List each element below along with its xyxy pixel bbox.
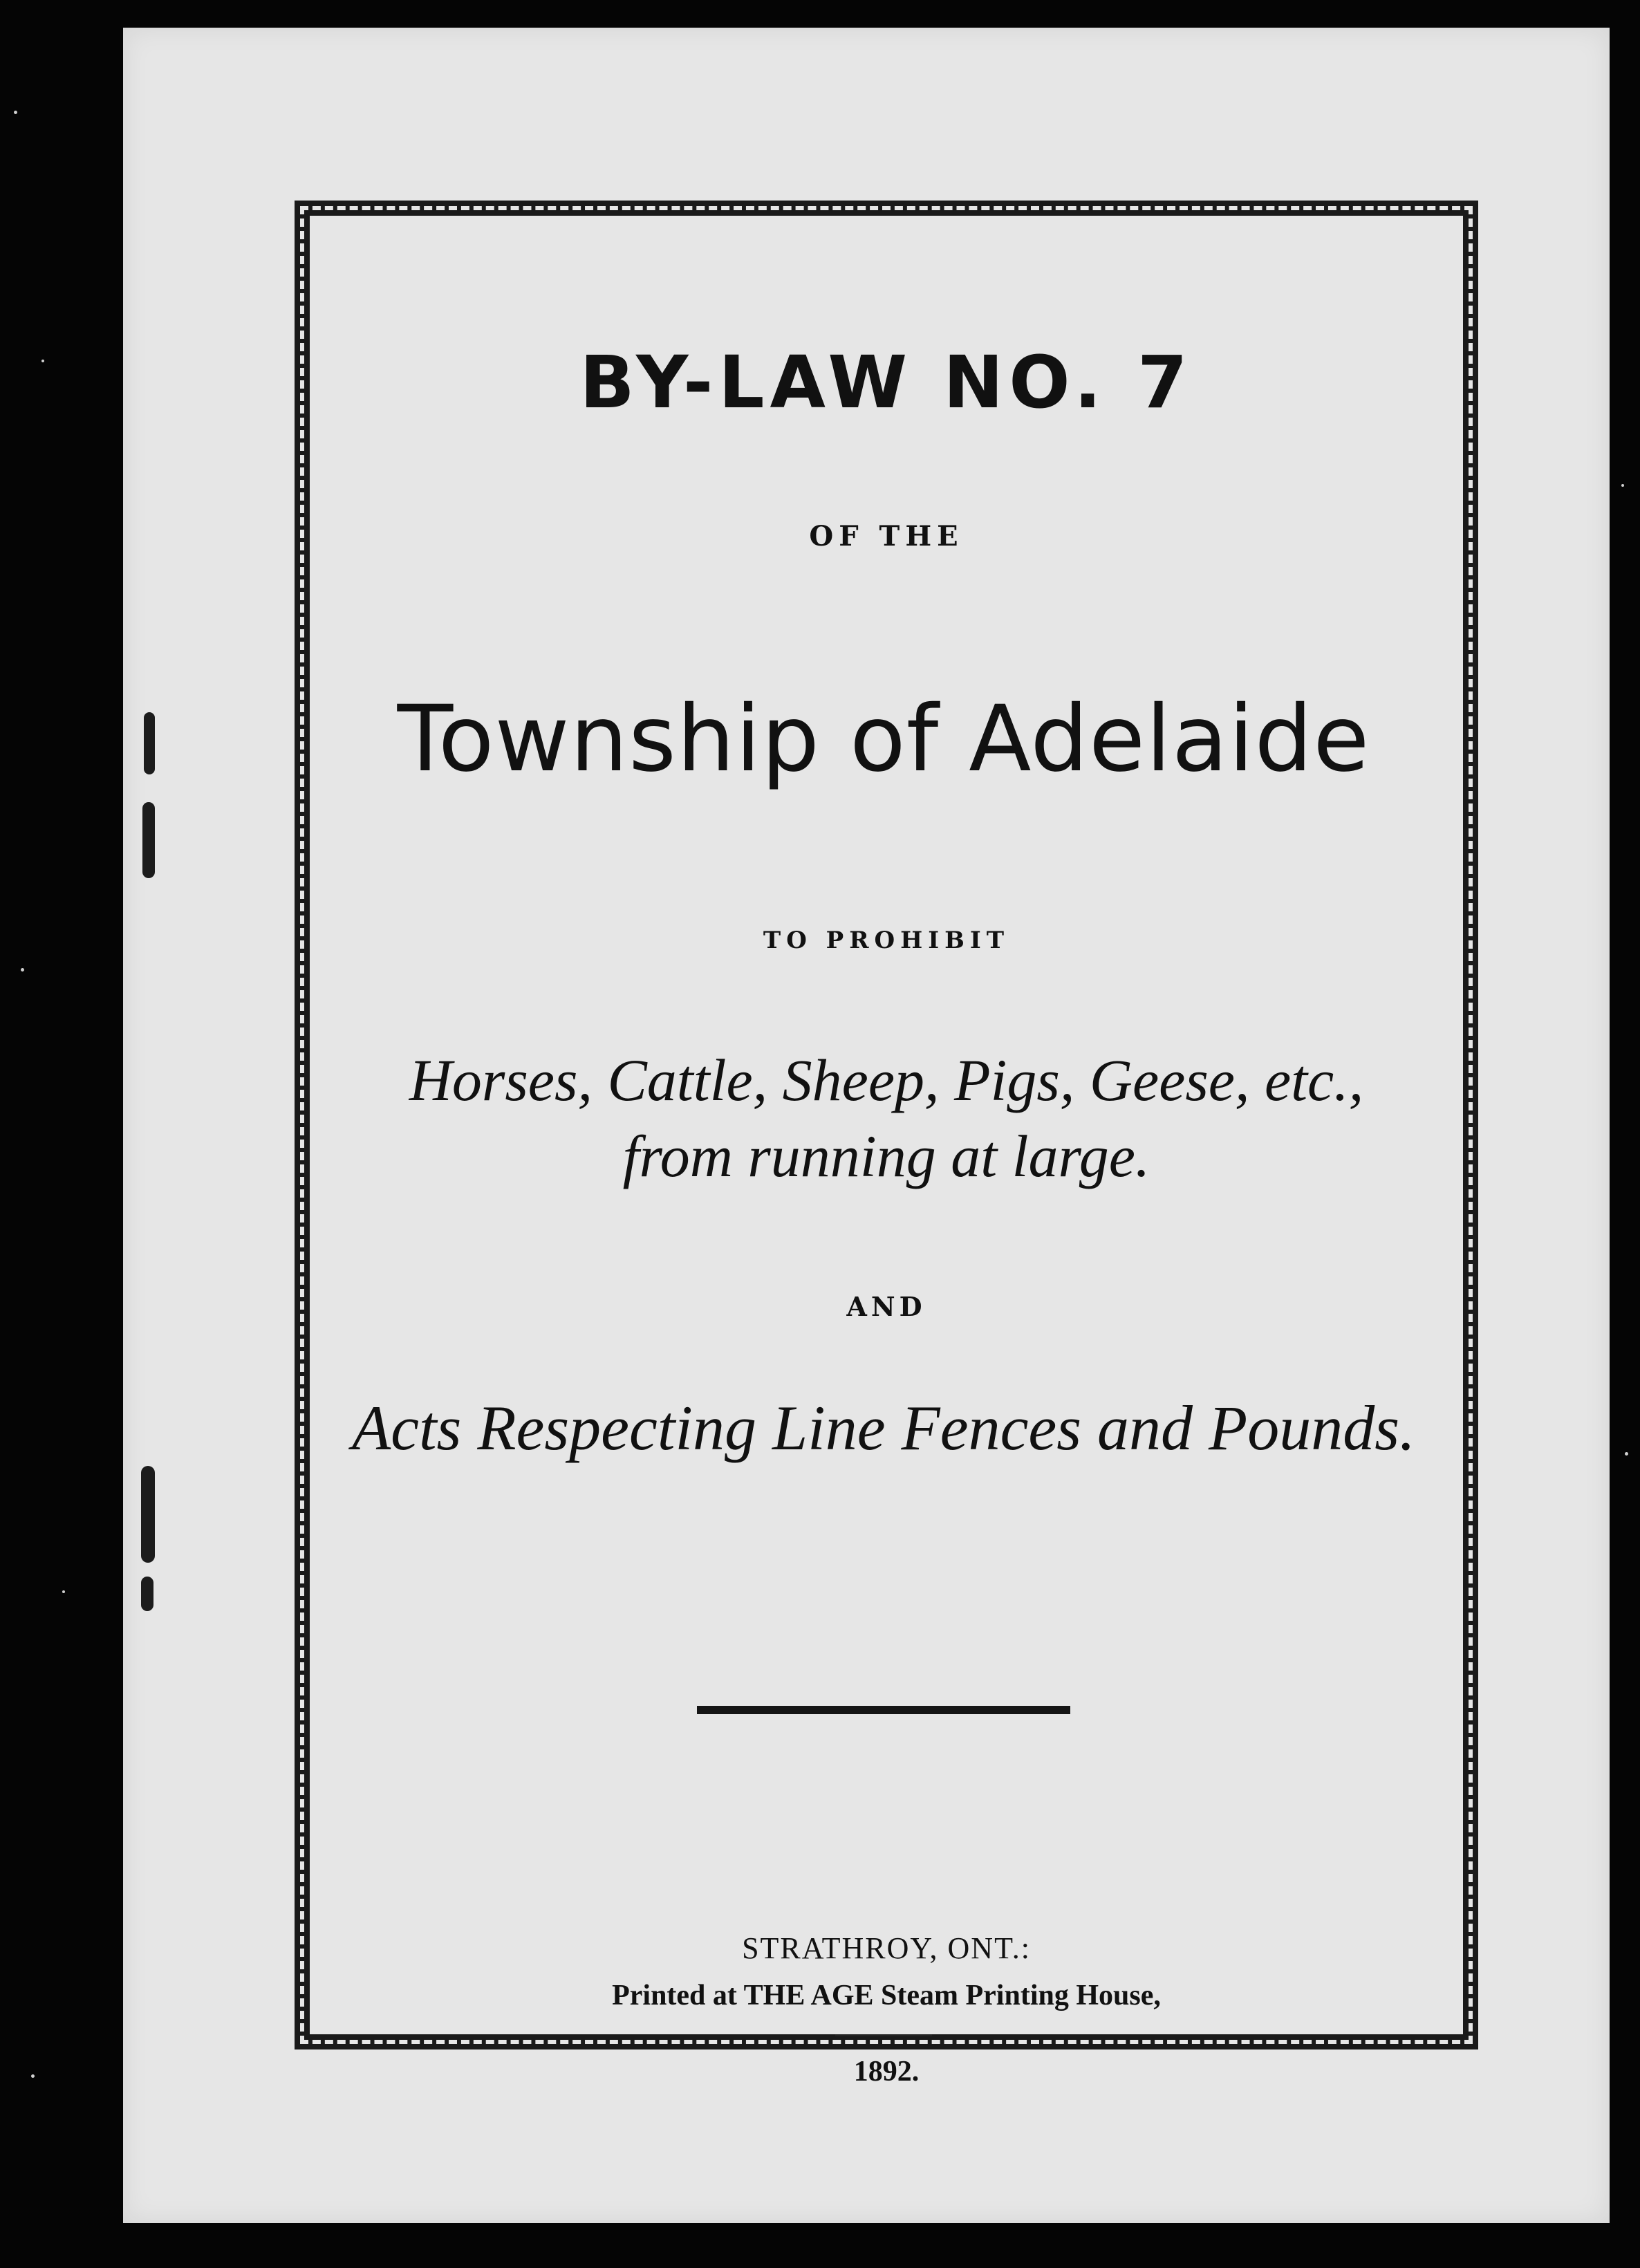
animals-line: Horses, Cattle, Sheep, Pigs, Geese, etc., [409,1047,1364,1113]
year-rule [835,2034,932,2036]
cover-content [310,216,1463,2088]
imprint-year: 1892. [853,2056,920,2088]
binding-mark [141,1466,155,1563]
to-prohibit-label: TO PROHIBIT [763,927,1010,954]
binding-mark [144,712,155,774]
ornamental-border [295,201,1478,2088]
running-at-large-line: from running at large. [622,1123,1150,1189]
document-page [123,28,1610,2223]
imprint-printer: Printed at THE AGE Steam Printing House, [612,1980,1161,2011]
township-name: Township of Adelaide [397,686,1370,792]
of-the-label: OF THE [809,520,964,552]
binding-mark [141,1577,153,1611]
divider-rule [697,1706,1070,1714]
imprint-place: STRATHROY, ONT.: [742,1931,1031,1965]
bylaw-title: BY-LAW NO. 7 [579,340,1193,425]
acts-line: Acts Respecting Line Fences and Pounds. [351,1393,1416,1463]
binding-mark [142,802,155,878]
and-label: AND [846,1291,926,1322]
